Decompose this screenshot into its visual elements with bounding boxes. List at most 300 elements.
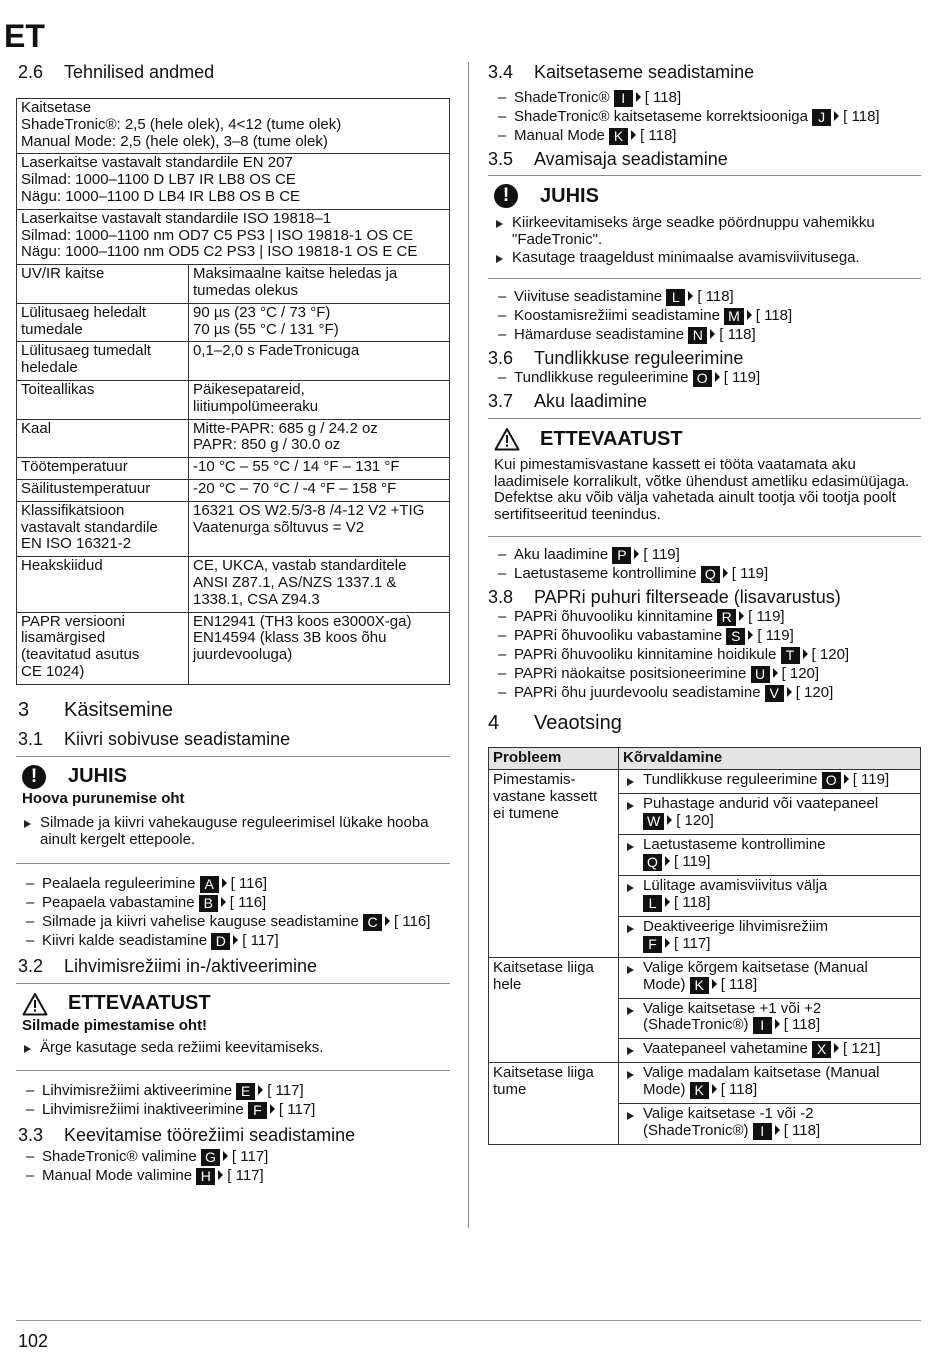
list-item: [488, 327, 921, 344]
spec-value-line: Mitte-PAPR: 685 g / 24.2 oz: [193, 419, 378, 437]
list-item-text: Lihvimisrežiimi aktiveerimine: [42, 1081, 233, 1099]
table-row: [489, 957, 921, 998]
key-badge: P: [612, 547, 631, 564]
page-reference: [ 118]: [783, 1016, 821, 1034]
list-item-text: Aku laadimine: [514, 545, 609, 563]
section-3-6-heading: 3.6 Tundlikkuse reguleerimine: [488, 348, 744, 369]
spec-key-line: tumedale: [21, 320, 83, 338]
list-item: [16, 1149, 450, 1166]
warning-triangle-icon: [22, 992, 48, 1016]
key-badge: Q: [643, 854, 662, 871]
spec-value-line: 0,1–2,0 s FadeTronicuga: [193, 342, 360, 360]
spec-line: Laserkaitse vastavalt standardile ISO 19818–1: [21, 209, 332, 227]
key-badge: L: [666, 289, 685, 306]
list-item-text: Manual Mode valimine: [42, 1166, 193, 1184]
spec-key-line: vastavalt standardile: [21, 518, 158, 536]
solution-line: Valige kaitsetase +1 või +2: [643, 999, 822, 1017]
spec-key-line: Lülitusaeg tumedalt: [21, 342, 152, 360]
page-reference: [ 120]: [811, 646, 850, 664]
note-item: Ärge kasutage seda režiimi keevitamiseks.: [22, 1040, 450, 1057]
dash-bullet: –: [498, 307, 507, 325]
solution-cell: [619, 1039, 921, 1063]
list-item-text: ShadeTronic® kaitsetaseme korrektsiooniga: [514, 108, 808, 125]
arrow-right-icon: [834, 1043, 839, 1053]
page-reference: [ 119]: [731, 564, 769, 582]
troubleshooting-table: [488, 747, 921, 1145]
list-item: [488, 628, 921, 645]
spec-value-line: 90 µs (23 °C / 73 °F): [193, 303, 331, 321]
page-reference: [ 119]: [852, 770, 890, 788]
key-badge: I: [753, 1017, 772, 1034]
spec-key: [17, 303, 189, 342]
spec-value: [189, 458, 450, 480]
caution-text: Kui pimestamisvastane kassett ei tööta vaatamata aku laadimisele korralikult, võtke ühendust ametliku edasimüüjaga. Defektse aku võib välja vahetada ainult tootja või tootja poolt sertifitseeritud teenindus.: [494, 455, 910, 524]
solution-line: Puhastage andurid või vaatepaneel: [643, 794, 879, 812]
arrow-right-icon: [270, 1104, 275, 1114]
solution-line: Vaatepaneel vahetamine: [643, 1040, 808, 1058]
solution-cell: [619, 1104, 921, 1145]
key-badge: N: [688, 327, 707, 344]
arrow-right-icon: [803, 649, 808, 659]
spec-key: [17, 501, 189, 556]
page-reference: [ 118]: [720, 975, 758, 993]
page-reference: [ 118]: [697, 288, 734, 306]
problem-line: ei tumene: [493, 804, 559, 822]
spec-value-line: CE, UKCA, vastab standarditele: [193, 557, 407, 575]
dash-bullet: –: [26, 913, 35, 931]
spec-row: [17, 419, 450, 458]
key-badge: T: [781, 647, 800, 664]
dash-bullet: –: [498, 326, 507, 344]
spec-value: [189, 419, 450, 458]
key-badge: K: [609, 128, 628, 145]
spec-row: [17, 342, 450, 381]
list-item-text: Silmade ja kiivri vahelise kauguse seadistamine: [42, 913, 359, 931]
spec-key-line: EN ISO 16321-2: [21, 535, 132, 553]
arrow-right-icon: [688, 291, 693, 301]
page-reference: [ 120]: [676, 811, 714, 829]
page-reference: [ 119]: [674, 852, 711, 870]
note-box-lever: [16, 756, 450, 865]
solution-item: [623, 796, 916, 830]
page-reference: [ 118]: [783, 1122, 821, 1140]
key-badge: R: [717, 609, 736, 626]
solution-cell: [619, 916, 921, 957]
column-header-remedy: Kõrvaldamine: [619, 747, 921, 769]
list-item: [488, 289, 921, 306]
spec-value: [189, 501, 450, 556]
spec-value-line: 16321 OS W2.5/3-8 /4-12 V2 +TIG: [193, 501, 425, 519]
dash-bullet: –: [498, 89, 507, 106]
arrow-right-icon: [665, 938, 670, 948]
spec-value: [189, 265, 450, 304]
section-3-7-heading: 3.7 Aku laadimine: [488, 391, 648, 412]
spec-key: [17, 419, 189, 458]
list-item-text: Peapaela vabastamine: [42, 894, 195, 912]
list-item: [488, 609, 921, 626]
spec-line: Silmad: 1000–1100 D LB7 IR LB8 OS CE: [21, 171, 296, 189]
spec-row: [17, 209, 450, 264]
key-badge: F: [248, 1102, 267, 1119]
list-item-text: ShadeTronic®: [514, 89, 610, 106]
spec-key-line: heledale: [21, 359, 78, 377]
spec-line: Nägu: 1000–1100 nm OD5 C2 PS3 | ISO 19818-1 OS E CE: [21, 243, 418, 261]
note-item: Kasutage traageldust minimaalse avamisviivitusega.: [494, 250, 921, 267]
spec-key-line: (teavitatud asutus: [21, 646, 140, 664]
arrow-right-icon: [233, 935, 238, 945]
list-item-text: PAPRi õhuvooliku kinnitamine: [514, 608, 713, 626]
page-reference: [ 121]: [843, 1040, 881, 1058]
page-reference: [ 118]: [644, 89, 682, 106]
warning-triangle-icon: [494, 427, 520, 451]
page-reference: [ 118]: [719, 326, 756, 344]
problem-line: hele: [493, 975, 522, 993]
spec-key: [17, 342, 189, 381]
spec-line: ShadeTronic®: 2,5 (hele olek), 4<12 (tume olek): [21, 115, 342, 133]
page-reference: [ 117]: [242, 932, 279, 950]
key-badge: I: [614, 90, 633, 107]
spec-value-line: -10 °C – 55 °C / 14 °F – 131 °F: [193, 458, 400, 476]
solution-line: Mode): [643, 1081, 686, 1099]
dash-bullet: –: [26, 1100, 35, 1118]
spec-row: [17, 612, 450, 684]
list-item-text: Tundlikkuse reguleerimine: [514, 369, 689, 387]
problem-line: Kaitsetase liiga: [493, 958, 594, 976]
list-3-3: [16, 1149, 450, 1185]
spec-row: [17, 99, 450, 154]
list-item: [488, 566, 921, 583]
spec-value: [189, 342, 450, 381]
solution-line: Valige kaitsetase -1 või -2: [643, 1105, 814, 1123]
caution-title: ETTEVAATUST: [16, 984, 450, 1018]
arrow-right-icon: [723, 568, 728, 578]
list-item: [488, 109, 921, 126]
language-label: ET: [4, 18, 45, 54]
spec-value-line: liitiumpolümeeraku: [193, 397, 319, 415]
key-badge: Q: [701, 566, 720, 583]
note-item: Kiirkeevitamiseks ärge seadke pöördnuppu vahemikku "FadeTronic".: [494, 215, 921, 249]
problem-line: Kaitsetase liiga: [493, 1064, 594, 1082]
list-item-text: Koostamisrežiimi seadistamine: [514, 307, 720, 325]
spec-value-line: Päikesepatareid,: [193, 380, 305, 398]
spec-key: [17, 380, 189, 419]
list-3-2: [16, 1083, 450, 1119]
key-badge: I: [753, 1123, 772, 1140]
section-3-3-heading: 3.3 Keevitamise töörežiimi seadistamine: [18, 1124, 356, 1145]
spec-value-line: 70 µs (55 °C / 131 °F): [193, 320, 339, 338]
list-item: [488, 370, 921, 387]
arrow-right-icon: [710, 329, 715, 339]
spec-table: [16, 98, 450, 685]
page-reference: [ 117]: [674, 934, 711, 952]
dash-bullet: –: [498, 127, 507, 144]
key-badge: K: [690, 1082, 709, 1099]
list-item: [16, 876, 450, 893]
spec-value-line: juurdevooluga): [193, 646, 293, 664]
list-item: [488, 647, 921, 664]
solution-cell: [619, 834, 921, 875]
problem-line: vastane kassett: [493, 787, 598, 805]
spec-value-line: EN14594 (klass 3B koos õhu: [193, 629, 387, 647]
solution-line: Deaktiveerige lihvimisrežiim: [643, 917, 829, 935]
spec-row: [17, 380, 450, 419]
dash-bullet: –: [498, 646, 507, 664]
arrow-right-icon: [712, 1084, 717, 1094]
page-reference: [ 118]: [755, 307, 793, 325]
table-row: [489, 769, 921, 793]
spec-key-line: Lülitusaeg heledalt: [21, 303, 147, 321]
key-badge: G: [201, 1149, 220, 1166]
dash-bullet: –: [26, 875, 35, 893]
list-item: [488, 666, 921, 683]
spec-line: Kaitsetase: [21, 99, 92, 116]
solution-item: [623, 837, 916, 871]
page-reference: [ 119]: [757, 627, 794, 645]
section-3-4-heading: 3.4 Kaitsetaseme seadistamine: [488, 62, 755, 82]
solution-cell: [619, 793, 921, 834]
arrow-right-icon: [748, 630, 753, 640]
section-3-5-heading: 3.5 Avamisaja seadistamine: [488, 149, 728, 169]
solution-item: [623, 1065, 916, 1099]
arrow-right-icon: [787, 687, 792, 697]
arrow-right-icon: [739, 611, 744, 621]
spec-key-line: Klassifikatsioon: [21, 501, 125, 519]
list-item: [488, 547, 921, 564]
key-badge: C: [363, 914, 382, 931]
solution-line: Valige madalam kaitsetase (Manual: [643, 1064, 880, 1082]
dash-bullet: –: [498, 627, 507, 645]
list-item-text: Kiivri kalde seadistamine: [42, 932, 208, 950]
list-item: [16, 1102, 450, 1119]
page-reference: [ 120]: [795, 684, 834, 702]
dash-bullet: –: [498, 564, 507, 582]
key-badge: U: [751, 666, 770, 683]
list-item-text: Pealaela reguleerimine: [42, 875, 196, 893]
solution-cell: [619, 1063, 921, 1104]
list-item-text: PAPRi õhu juurdevoolu seadistamine: [514, 684, 761, 702]
arrow-right-icon: [665, 856, 670, 866]
list-3-7: [488, 547, 921, 583]
arrow-right-icon: [773, 668, 778, 678]
key-badge: W: [643, 813, 664, 830]
page-reference: [ 118]: [674, 893, 711, 911]
section-3-heading: 3 Käsitsemine: [18, 698, 173, 721]
solution-line: (ShadeTronic®): [643, 1122, 749, 1140]
key-badge: B: [199, 895, 218, 912]
spec-cell: [17, 99, 450, 154]
dash-bullet: –: [498, 108, 507, 125]
key-badge: F: [643, 936, 662, 953]
solution-item: [623, 878, 916, 912]
key-badge: M: [724, 308, 744, 325]
spec-key-line: Säilitustemperatuur: [21, 479, 151, 497]
spec-value-line: ANSI Z87.1, AS/NZS 1337.1 &: [193, 573, 397, 591]
spec-key: [17, 265, 189, 304]
page-reference: [ 117]: [278, 1100, 316, 1118]
section-3-8-heading: 3.8 PAPRi puhuri filterseade (lisavarustus): [488, 586, 841, 607]
arrow-right-icon: [715, 372, 720, 382]
list-item-text: PAPRi õhuvooliku kinnitamine hoidikule: [514, 646, 777, 664]
right-column: [488, 62, 921, 1145]
dash-bullet: –: [498, 608, 507, 626]
list-item-text: Manual Mode: [514, 127, 605, 144]
spec-key-line: CE 1024): [21, 662, 85, 680]
note-title: ! JUHIS: [16, 757, 450, 791]
problem-line: Pimestamis-: [493, 770, 576, 788]
page-reference: [ 117]: [267, 1081, 304, 1099]
spec-key-line: PAPR versiooni: [21, 612, 125, 630]
key-badge: V: [765, 685, 784, 702]
caution-subtitle: Silmade pimestamise oht!: [22, 1016, 208, 1034]
page-reference: [ 120]: [781, 665, 820, 683]
spec-row: [17, 265, 450, 304]
caution-title-2: ETTEVAATUST: [488, 419, 921, 453]
solution-cell: [619, 957, 921, 998]
dash-bullet: –: [498, 288, 507, 306]
dash-bullet: –: [26, 894, 35, 912]
list-item: [488, 685, 921, 702]
arrow-right-icon: [218, 1170, 223, 1180]
footer-rule: [16, 1320, 921, 1321]
arrow-right-icon: [712, 979, 717, 989]
table-row: [489, 1063, 921, 1104]
arrow-right-icon: [636, 92, 641, 102]
spec-value-line: Vaatenurga sõltuvus = V2: [193, 518, 365, 536]
arrow-right-icon: [631, 130, 636, 140]
note-title-2: ! JUHIS: [488, 176, 921, 210]
spec-row: [17, 479, 450, 501]
dash-bullet: –: [26, 932, 35, 950]
arrow-right-icon: [634, 549, 639, 559]
arrow-right-icon: [222, 878, 227, 888]
spec-key-line: Toiteallikas: [21, 380, 95, 398]
spec-value: [189, 303, 450, 342]
spec-cell: [17, 154, 450, 209]
list-3-5: [488, 289, 921, 344]
list-3-4: [488, 90, 921, 145]
page-reference: [ 119]: [723, 369, 761, 387]
solution-cell: [619, 769, 921, 793]
spec-value-line: 1338.1, CSA Z94.3: [193, 590, 320, 608]
solution-cell: [619, 875, 921, 916]
exclamation-icon: !: [494, 184, 518, 208]
spec-key: [17, 458, 189, 480]
note-subtitle: Hoova purunemise oht: [22, 789, 185, 807]
column-divider: [468, 62, 469, 1228]
spec-row: [17, 303, 450, 342]
solution-line: Mode): [643, 975, 686, 993]
spec-line: Silmad: 1000–1100 nm OD7 C5 PS3 | ISO 19818-1 OS CE: [21, 226, 414, 244]
spec-key-line: lisamärgised: [21, 629, 106, 647]
spec-line: Manual Mode: 2,5 (hele olek), 3–8 (tume olek): [21, 132, 328, 150]
section-3-1-heading: 3.1 Kiivri sobivuse seadistamine: [18, 729, 291, 750]
arrow-right-icon: [775, 1125, 780, 1135]
list-item: [488, 128, 921, 145]
arrow-right-icon: [258, 1085, 263, 1095]
solution-item: [623, 960, 916, 994]
list-item-text: Lihvimisrežiimi inaktiveerimine: [42, 1100, 244, 1118]
list-item-text: Viivituse seadistamine: [514, 288, 663, 306]
page-reference: [ 116]: [229, 894, 267, 912]
spec-value: [189, 612, 450, 684]
spec-key-line: Heakskiidud: [21, 557, 103, 575]
spec-row: [17, 501, 450, 556]
solution-line: (ShadeTronic®): [643, 1016, 749, 1034]
spec-value: [189, 380, 450, 419]
spec-value-line: EN12941 (TH3 koos e3000X-ga): [193, 612, 412, 630]
key-badge: A: [200, 876, 219, 893]
problem-line: tume: [493, 1081, 527, 1099]
page-reference: [ 117]: [227, 1166, 264, 1184]
spec-value-line: PAPR: 850 g / 30.0 oz: [193, 436, 341, 454]
spec-key-line: Kaal: [21, 419, 52, 437]
section-3-2-heading: 3.2 Lihvimisrežiimi in-/aktiveerimine: [18, 956, 318, 977]
caution-box-battery: [488, 418, 921, 537]
spec-line: Nägu: 1000–1100 D LB4 IR LB8 OS B CE: [21, 187, 301, 205]
column-header-problem: Probleem: [489, 747, 619, 769]
solution-line: Lülitage avamisviivitus välja: [643, 876, 828, 894]
dash-bullet: –: [26, 1147, 35, 1165]
problem-cell: [489, 957, 619, 1063]
list-item: [16, 1168, 450, 1185]
dash-bullet: –: [498, 665, 507, 683]
list-item: [16, 933, 450, 950]
dash-bullet: –: [498, 369, 507, 387]
key-badge: E: [236, 1083, 255, 1100]
dash-bullet: –: [498, 684, 507, 702]
arrow-right-icon: [667, 815, 672, 825]
key-badge: D: [211, 933, 230, 950]
list-3-8: [488, 609, 921, 702]
list-item: [16, 914, 450, 931]
spec-value: [189, 557, 450, 612]
list-item-text: PAPRi õhuvooliku vabastamine: [514, 627, 723, 645]
arrow-right-icon: [747, 310, 752, 320]
spec-value: [189, 479, 450, 501]
problem-cell: [489, 1063, 619, 1145]
list-item: [16, 1083, 450, 1100]
key-badge: O: [822, 772, 841, 789]
dash-bullet: –: [26, 1081, 35, 1099]
arrow-right-icon: [665, 897, 670, 907]
arrow-right-icon: [221, 897, 226, 907]
problem-cell: [489, 769, 619, 957]
page-reference: [ 118]: [843, 108, 880, 125]
note-box-fadetronic: [488, 175, 921, 279]
list-item: [488, 90, 921, 107]
spec-key: [17, 612, 189, 684]
solution-item: [623, 919, 916, 953]
spec-key: [17, 557, 189, 612]
dash-bullet: –: [26, 1166, 35, 1184]
key-badge: X: [812, 1041, 831, 1058]
list-item-text: Laetustaseme kontrollimine: [514, 564, 697, 582]
solution-line: Laetustaseme kontrollimine: [643, 835, 826, 853]
spec-cell: [17, 209, 450, 264]
spec-row: [17, 154, 450, 209]
list-3-1: [16, 876, 450, 950]
key-badge: S: [726, 628, 745, 645]
page-reference: [ 118]: [640, 127, 677, 144]
key-badge: J: [812, 109, 831, 126]
note-item: Silmade ja kiivri vahekauguse reguleerimisel lükake hooba ainult kergelt ettepoole.: [22, 815, 450, 849]
solution-line: Tundlikkuse reguleerimine: [643, 770, 818, 788]
exclamation-icon: !: [22, 765, 46, 789]
spec-value-line: Maksimaalne kaitse heledas ja: [193, 265, 398, 283]
spec-key-line: UV/IR kaitse: [21, 265, 105, 283]
spec-row: [17, 458, 450, 480]
key-badge: L: [643, 895, 662, 912]
